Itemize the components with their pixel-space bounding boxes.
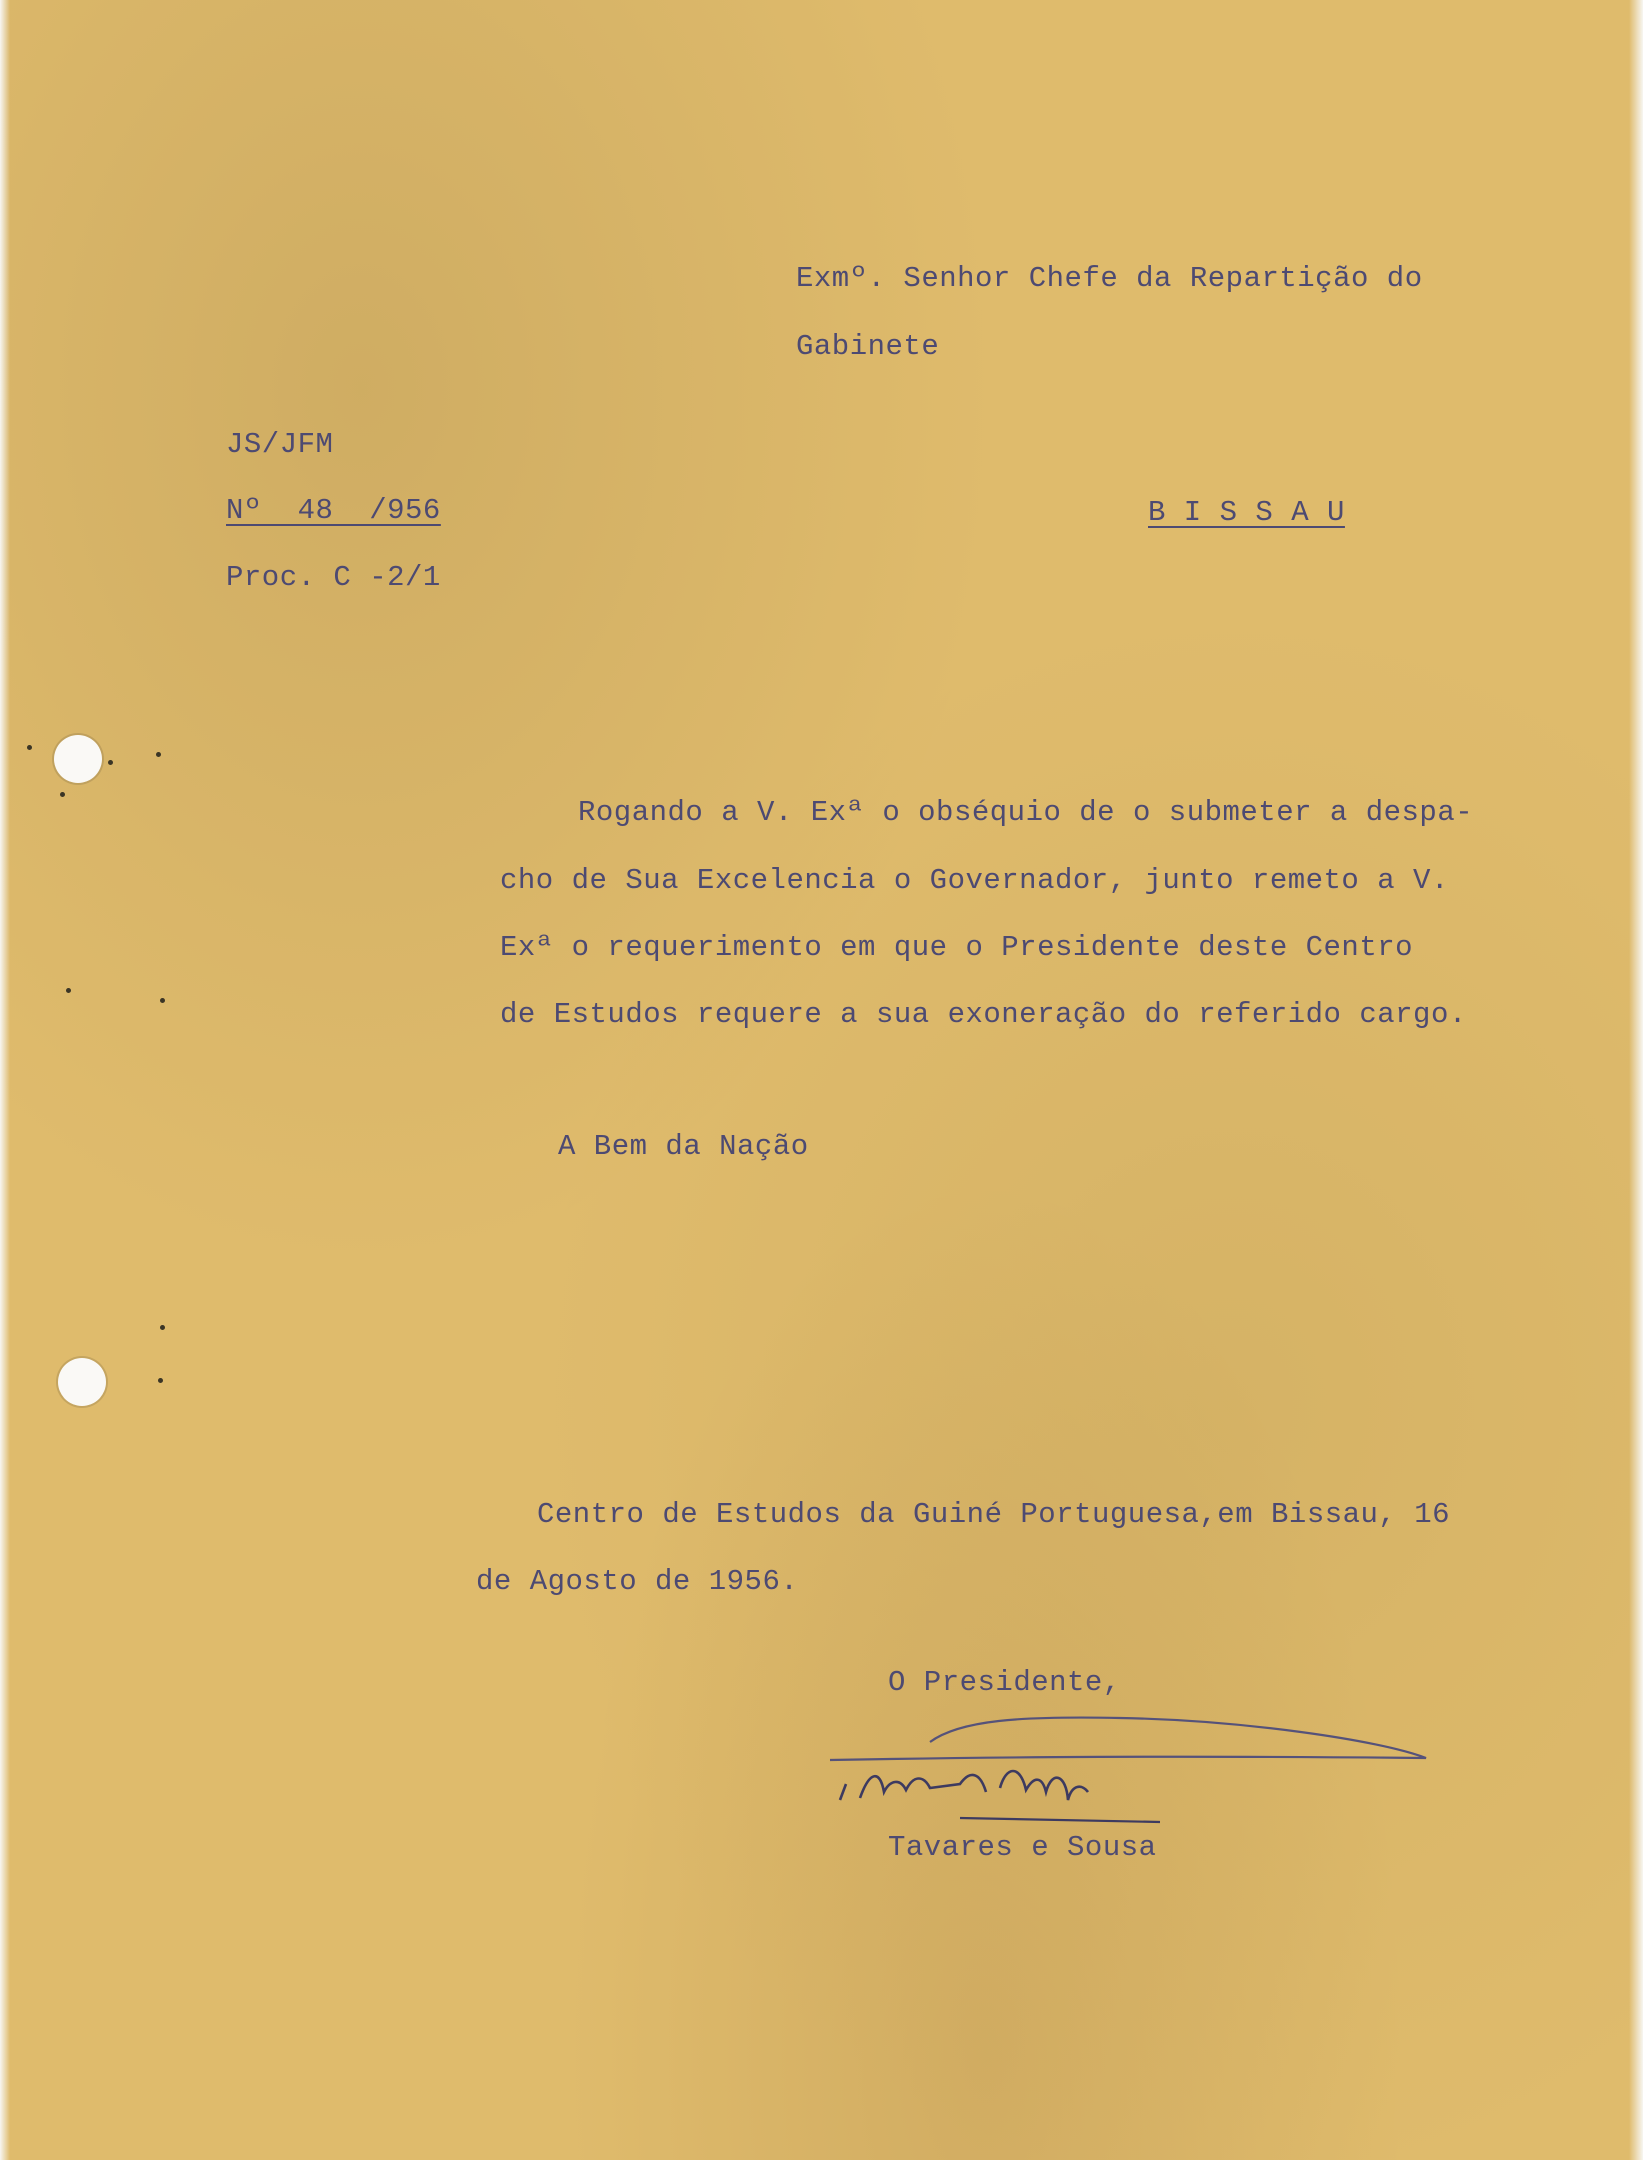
paper-edge-left xyxy=(0,0,10,2160)
place-date-line-2: de Agosto de 1956. xyxy=(476,1565,799,1598)
reference-initials: JS/JFM xyxy=(226,428,334,461)
addressee-line-1: Exmº. Senhor Chefe da Repartição do xyxy=(796,262,1423,295)
reference-process: Proc. C -2/1 xyxy=(226,561,441,594)
speck xyxy=(60,792,65,797)
place-date-line-1: Centro de Estudos da Guiné Portuguesa,em Bissau, 16 xyxy=(537,1498,1451,1531)
body-line-3: Exª o requerimento em que o Presidente deste Centro xyxy=(500,931,1414,964)
speck xyxy=(158,1378,163,1383)
speck xyxy=(160,998,165,1003)
body-line-1: Rogando a V. Exª o obséquio de o submeter a despa- xyxy=(578,796,1474,829)
addressee-city: B I S S A U xyxy=(1148,496,1345,529)
signatory-name: Tavares e Sousa xyxy=(888,1831,1157,1864)
reference-number: Nº 48 /956 xyxy=(226,494,441,527)
speck xyxy=(27,745,32,750)
speck xyxy=(108,760,113,765)
punch-hole-top xyxy=(54,735,102,783)
addressee-line-2: Gabinete xyxy=(796,330,940,363)
speck xyxy=(156,752,161,757)
paper-edge-right xyxy=(1629,0,1643,2160)
handwritten-signature xyxy=(820,1700,1440,1840)
signature-title: O Presidente, xyxy=(888,1666,1121,1699)
speck xyxy=(66,988,71,993)
body-line-4: de Estudos requere a sua exoneração do referido cargo. xyxy=(500,998,1467,1031)
salutation: A Bem da Nação xyxy=(558,1130,809,1163)
body-line-2: cho de Sua Excelencia o Governador, junto remeto a V. xyxy=(500,864,1449,897)
punch-hole-bottom xyxy=(58,1358,106,1406)
speck xyxy=(160,1325,165,1330)
